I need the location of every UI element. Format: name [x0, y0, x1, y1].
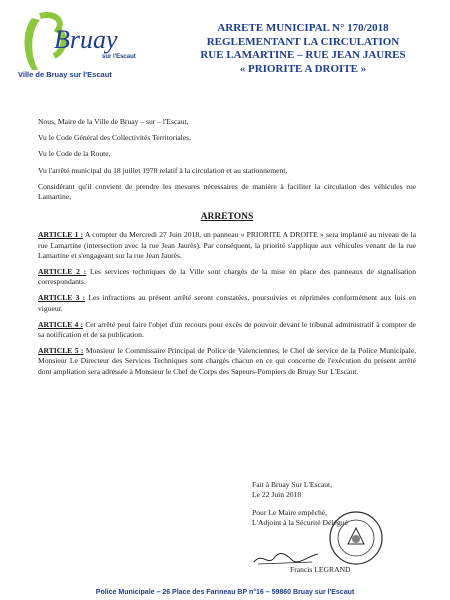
decree-header [168, 22, 438, 76]
page-footer: Police Municipale – 26 Place des Farineau BP n°16 – 59860 Bruay sur l'Escaut [95, 589, 355, 596]
article-3 [38, 293, 416, 313]
preamble-arrete-1978: Vu l'arrêté municipal du 18 juillet 1978 relatif à la circulation et au stationnement, [38, 165, 288, 175]
article-label: ARTICLE 3 : [38, 293, 86, 303]
article-label: ARTICLE 5 : [38, 346, 84, 356]
decree-body [38, 117, 416, 383]
article-4 [38, 320, 416, 340]
article-label: ARTICLE 1 : [38, 230, 84, 240]
decree-number: ARRETE MUNICIPAL N° 170/2018 [217, 22, 389, 34]
article-5 [38, 346, 416, 377]
preamble-code-route: Vu le Code de la Route, [38, 149, 111, 159]
article-text: Les infractions au présent arrêté seront constatées, poursuivies et réprimées conformément aux lois en vigueur. [38, 293, 416, 313]
signed-date: Le 22 Juin 2018 [252, 490, 302, 499]
preamble-mayor: Nous, Maire de la Ville de Bruay – sur – l'Escaut, [38, 117, 189, 126]
official-seal-stamp [328, 510, 384, 566]
decree-streets: RUE LAMARTINE – RUE JEAN JAURES [200, 49, 406, 61]
article-text: Les services techniques de la Ville sont chargés de la mise en place des panneaux de signalisation correspondants. [38, 267, 416, 287]
decree-subject: REGLEMENTANT LA CIRCULATION [206, 35, 400, 48]
article-label: ARTICLE 2 : [38, 267, 87, 277]
article-2 [38, 267, 416, 287]
article-label: ARTICLE 4 : [38, 319, 84, 329]
city-caption: Ville de Bruay sur l'Escaut [18, 70, 112, 79]
arretons-heading: ARRETONS [200, 212, 254, 223]
logo-sub-wordmark: sur l'Escaut [102, 54, 136, 60]
signer-name: Francis LEGRAND [290, 565, 351, 574]
article-text: Monsieur le Commissaire Principal de Police de Valenciennes, le Chef de service de la Police Municipale, Monsieur Le Directeur des Services Techniques sont chargés chacun en ce qui concerne de l'exécution du présent arrêté dont ampliation sera adressée à Monsieur le Chef de Corps des Sapeurs-Pompiers de Bruay Sur L'Escaut. [38, 346, 416, 376]
for-mayor-line: Pour Le Maire empêché, [252, 508, 328, 517]
preamble-considering: Considérant qu'il convient de prendre les mesures nécessaires de manière à faciliter la circulation des véhicules rue Lamartine, [38, 181, 416, 202]
deputy-title: L'Adjoint à la Sécurité Délégué [252, 518, 348, 527]
article-text: A compter du Mercredi 27 Juin 2018, un panneau « PRIORITE A DROITE » sera implanté au niveau de la rue Lamartine (intersection avec la rue Jean Jaurès). Par conséquent, la priorité s'applique aux véhicules venant de la rue Lamartine et s'engageant sur la rue Jean Jaurès. [38, 230, 416, 260]
article-text: Cet arrêté peut faire l'objet d'un recours pour excès de pouvoir devant le tribunal administratif à compter de sa notification et de sa publication. [38, 319, 416, 340]
preamble-cgct: Vu le Code Général des Collectivités Territoriales, [38, 133, 192, 143]
logo-wordmark: Bruay [54, 25, 118, 54]
article-1 [38, 230, 416, 261]
signed-place: Fait à Bruay Sur L'Escaut, [252, 480, 333, 489]
decree-rule: « PRIORITE A DROITE » [239, 62, 367, 75]
